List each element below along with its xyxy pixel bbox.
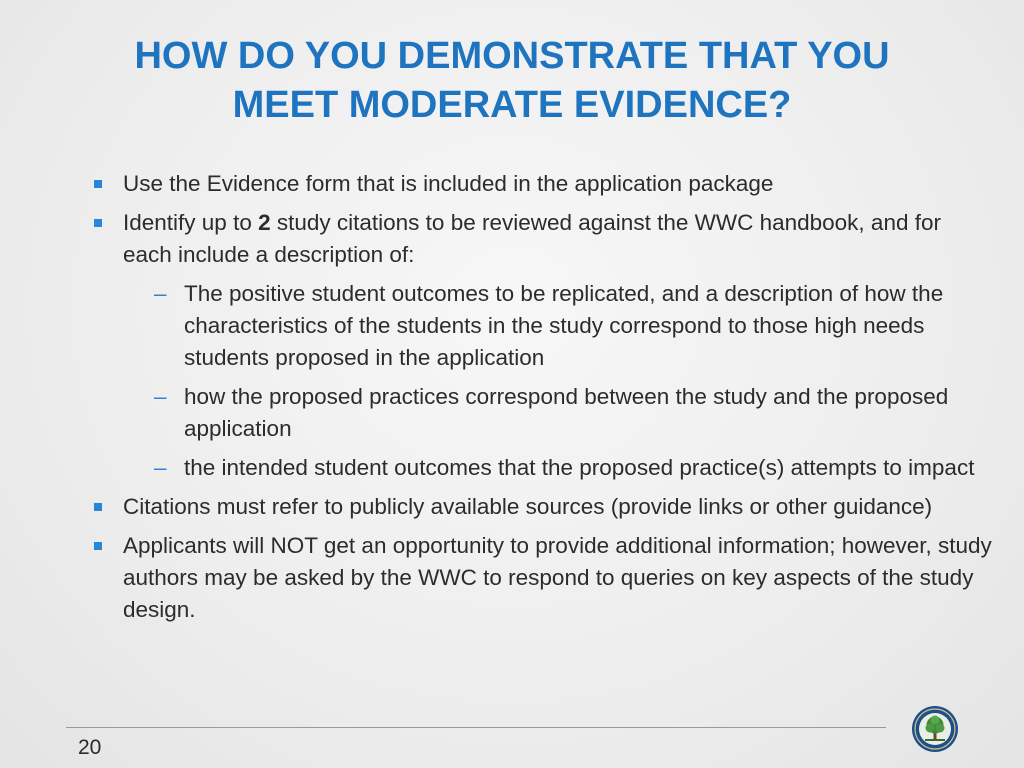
title-line-1: HOW DO YOU DEMONSTRATE THAT YOU (134, 35, 890, 77)
bullet-item-2 (93, 207, 993, 484)
square-bullet-icon (94, 219, 102, 227)
sub-bullet-text: how the proposed practices correspond between the study and the proposed application (184, 384, 949, 441)
title-line-2: MEET MODERATE EVIDENCE? (232, 84, 792, 126)
sub-bullet-item-3 (123, 452, 993, 484)
sub-bullet-item-1 (123, 278, 993, 374)
sub-bullet-text: the intended student outcomes that the proposed practice(s) attempts to impact (184, 455, 975, 480)
bullet-text-bold: 2 (258, 210, 271, 235)
bullet-item-4 (93, 530, 993, 626)
bullet-item-3 (93, 491, 993, 523)
bullet-text: Use the Evidence form that is included in the application package (123, 171, 774, 196)
footer-divider (66, 727, 886, 728)
square-bullet-icon (94, 542, 102, 550)
slide-title (40, 32, 984, 130)
dash-bullet-icon: – (154, 455, 167, 480)
bullet-list (93, 168, 993, 626)
bullet-text: Citations must refer to publicly available sources (provide links or other guidance) (123, 494, 933, 519)
square-bullet-icon (94, 180, 102, 188)
bullet-text-before-bold: Identify up to (123, 210, 259, 235)
dash-bullet-icon: – (154, 281, 167, 306)
bullet-item-1 (93, 168, 993, 200)
sub-bullet-item-2 (123, 381, 993, 445)
slide-content (93, 168, 993, 633)
sub-bullet-list (123, 278, 993, 484)
bullet-text: Applicants will NOT get an opportunity to provide additional information; however, study authors may be asked by the WWC to respond to queries on key aspects of the study design. (123, 533, 992, 622)
dash-bullet-icon: – (154, 384, 167, 409)
department-seal-icon (911, 705, 959, 753)
bullet-text-after-bold: study citations to be reviewed against the WWC handbook, and for each include a description of: (123, 210, 941, 267)
page-number: 20 (78, 736, 102, 759)
square-bullet-icon (94, 503, 102, 511)
sub-bullet-text: The positive student outcomes to be replicated, and a description of how the characteristics of the students in the study correspond to those high needs students proposed in the application (184, 281, 944, 370)
